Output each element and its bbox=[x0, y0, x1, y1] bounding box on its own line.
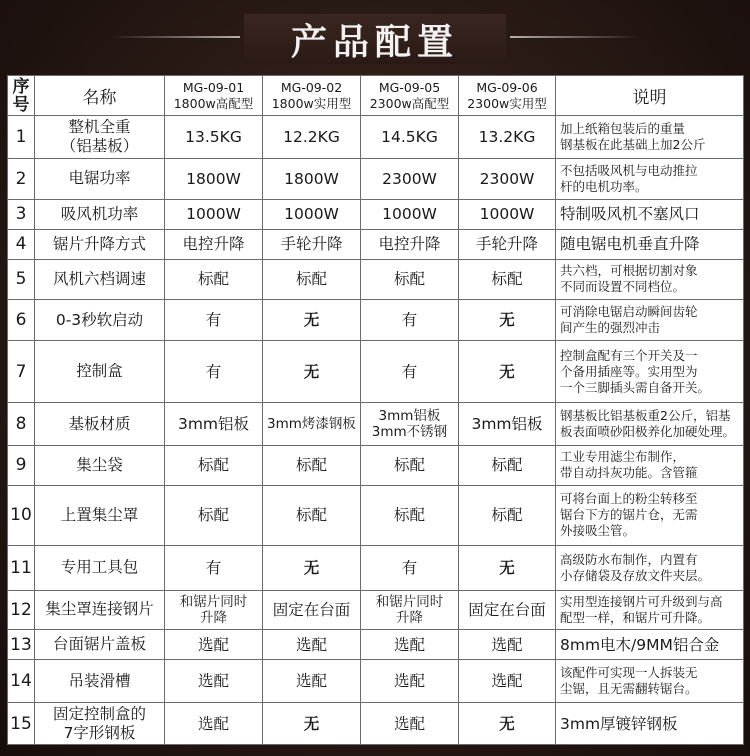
table-row bbox=[8, 660, 744, 703]
row-name-line: 0-3秒软启动 bbox=[55, 310, 144, 329]
row-index: 3 bbox=[8, 199, 35, 229]
cell-value: 13.2KG bbox=[459, 116, 556, 159]
row-index: 7 bbox=[8, 341, 35, 403]
cell-value: 1000W bbox=[165, 199, 263, 229]
row-note bbox=[556, 545, 744, 590]
cell-value: 1000W bbox=[361, 199, 459, 229]
cell-value: 选配 bbox=[459, 630, 556, 660]
row-name-line: 锯片升降方式 bbox=[52, 234, 146, 253]
row-index: 6 bbox=[8, 300, 35, 341]
cell-value: 固定在台面 bbox=[263, 590, 361, 630]
table-row bbox=[8, 545, 744, 590]
row-name-line: 专用工具包 bbox=[60, 558, 139, 577]
row-note-line: 工业专用滤尘布制作， bbox=[560, 449, 686, 465]
row-note bbox=[556, 660, 744, 703]
config-table bbox=[7, 75, 744, 745]
row-note bbox=[556, 403, 744, 446]
table-row bbox=[8, 116, 744, 159]
row-note-line: 不包括吸风机与电动推拉 bbox=[560, 162, 698, 178]
table-row bbox=[8, 259, 744, 300]
row-name bbox=[35, 703, 165, 745]
cell-value: 2300W bbox=[459, 158, 556, 199]
row-note bbox=[556, 485, 744, 545]
model-spec: 1800w高配型 bbox=[173, 95, 254, 111]
header-row bbox=[8, 76, 744, 116]
table-row bbox=[8, 703, 744, 745]
cell-value: 标配 bbox=[263, 259, 361, 300]
cell-value: 有 bbox=[361, 300, 459, 341]
row-name-line: 吊装滑槽 bbox=[68, 671, 131, 690]
cell-value: 电控升降 bbox=[165, 229, 263, 259]
row-note-line: 可将台面上的粉尘转移至 bbox=[560, 491, 698, 507]
row-note-line: 实用型连接钢片可升级到与高 bbox=[560, 593, 723, 609]
row-name bbox=[35, 259, 165, 300]
cell-value: 选配 bbox=[361, 630, 459, 660]
cell-value: 选配 bbox=[361, 703, 459, 745]
table-row bbox=[8, 300, 744, 341]
cell-value: 13.5KG bbox=[165, 116, 263, 159]
cell-value-line: 3mm不锈钢 bbox=[371, 424, 448, 441]
row-index: 5 bbox=[8, 259, 35, 300]
table-row bbox=[8, 403, 744, 446]
row-name-line: 控制盒 bbox=[76, 362, 123, 381]
row-name-line: 固定控制盒的 bbox=[52, 704, 146, 723]
row-note-line: 特制吸风机不塞风口 bbox=[560, 205, 700, 224]
cell-value: 手轮升降 bbox=[459, 229, 556, 259]
cell-value: 标配 bbox=[459, 259, 556, 300]
row-name-line: （铝基板） bbox=[60, 136, 139, 155]
row-name-line: 上置集尘罩 bbox=[60, 505, 139, 524]
row-note-line: 该配件可实现一人拆装无 bbox=[560, 665, 698, 681]
row-note-line: 钢基板比铝基板重2公斤，铝基 bbox=[560, 408, 731, 424]
cell-value: 手轮升降 bbox=[263, 229, 361, 259]
row-note bbox=[556, 199, 744, 229]
cell-value: 1000W bbox=[263, 199, 361, 229]
row-note bbox=[556, 259, 744, 300]
cell-value: 选配 bbox=[361, 660, 459, 703]
row-note-line: 个备用插座等。实用型为 bbox=[560, 363, 698, 379]
model-code: MG-09-01 bbox=[182, 79, 245, 95]
row-note-line: 8mm电木/9MM铝合金 bbox=[560, 635, 720, 654]
row-name-line: 集尘袋 bbox=[76, 455, 123, 474]
title-box bbox=[244, 14, 506, 64]
model-code: MG-09-05 bbox=[378, 79, 441, 95]
cell-value: 选配 bbox=[165, 660, 263, 703]
cell-value: 3mm烤漆钢板 bbox=[263, 403, 361, 446]
row-index: 11 bbox=[8, 545, 35, 590]
cell-value: 3mm铝板 bbox=[459, 403, 556, 446]
header-note: 说明 bbox=[556, 76, 744, 116]
header-model bbox=[263, 76, 361, 116]
row-name-line: 台面锯片盖板 bbox=[52, 635, 146, 654]
row-name bbox=[35, 485, 165, 545]
cell-value-line: 升降 bbox=[396, 609, 423, 626]
row-name-line: 集尘罩连接钢片 bbox=[45, 600, 154, 619]
row-note-line: 共六档，可根据切割对象 bbox=[560, 263, 698, 279]
row-name-line: 7字形钢板 bbox=[63, 723, 136, 742]
cell-value-line: 和锯片同时 bbox=[179, 593, 248, 610]
cell-value: 有 bbox=[361, 341, 459, 403]
table-row bbox=[8, 590, 744, 630]
table-row bbox=[8, 199, 744, 229]
cell-value: 有 bbox=[165, 545, 263, 590]
cell-value: 无 bbox=[263, 300, 361, 341]
row-note bbox=[556, 341, 744, 403]
cell-value: 2300W bbox=[361, 158, 459, 199]
row-name bbox=[35, 300, 165, 341]
row-note-line: 板表面喷砂阳极养化加硬处理。 bbox=[560, 424, 736, 440]
row-index: 4 bbox=[8, 229, 35, 259]
cell-value: 标配 bbox=[459, 446, 556, 486]
row-name bbox=[35, 660, 165, 703]
cell-value: 标配 bbox=[361, 446, 459, 486]
row-name bbox=[35, 199, 165, 229]
cell-value: 无 bbox=[263, 703, 361, 745]
row-name-line: 风机六档调速 bbox=[52, 269, 146, 288]
cell-value: 有 bbox=[165, 300, 263, 341]
cell-value: 14.5KG bbox=[361, 116, 459, 159]
row-name bbox=[35, 403, 165, 446]
table-row bbox=[8, 158, 744, 199]
row-name bbox=[35, 341, 165, 403]
cell-value: 电控升降 bbox=[361, 229, 459, 259]
cell-value bbox=[165, 590, 263, 630]
cell-value: 无 bbox=[459, 703, 556, 745]
cell-value: 标配 bbox=[263, 446, 361, 486]
row-note-line: 配型一样，和锯片可升降。 bbox=[560, 609, 711, 625]
cell-value: 选配 bbox=[263, 630, 361, 660]
row-note-line: 锯台下方的锯片仓，无需 bbox=[560, 507, 698, 523]
row-index: 10 bbox=[8, 485, 35, 545]
model-code: MG-09-02 bbox=[280, 79, 343, 95]
row-note-line: 高级防水布制作，内置有 bbox=[560, 551, 698, 567]
cell-value: 无 bbox=[263, 545, 361, 590]
row-name-line: 基板材质 bbox=[68, 414, 131, 433]
row-note-line: 加上纸箱包装后的重量 bbox=[560, 120, 686, 136]
table-row bbox=[8, 341, 744, 403]
cell-value: 标配 bbox=[459, 485, 556, 545]
cell-value bbox=[361, 590, 459, 630]
row-name bbox=[35, 229, 165, 259]
cell-value: 标配 bbox=[165, 446, 263, 486]
cell-value: 无 bbox=[459, 545, 556, 590]
row-note-line: 带自动抖灰功能。含管箍 bbox=[560, 465, 698, 481]
row-name-line: 吸风机功率 bbox=[60, 204, 139, 223]
cell-value: 选配 bbox=[263, 660, 361, 703]
row-note-line: 小存储袋及存放文件夹层。 bbox=[560, 567, 711, 583]
title-banner bbox=[0, 0, 750, 74]
header-index: 序号 bbox=[8, 76, 35, 116]
row-index: 14 bbox=[8, 660, 35, 703]
row-note bbox=[556, 630, 744, 660]
row-note-line: 钢基板在此基础上加2公斤 bbox=[560, 136, 706, 152]
cell-value: 无 bbox=[459, 300, 556, 341]
row-note-line: 随电锯电机垂直升降 bbox=[560, 235, 700, 254]
table-row bbox=[8, 446, 744, 486]
cell-value-line: 3mm铝板 bbox=[378, 408, 441, 425]
header-model bbox=[459, 76, 556, 116]
model-spec: 1800w实用型 bbox=[271, 95, 352, 111]
row-note bbox=[556, 446, 744, 486]
row-note bbox=[556, 158, 744, 199]
model-code: MG-09-06 bbox=[476, 79, 538, 95]
title-divider-left bbox=[110, 36, 240, 38]
row-note bbox=[556, 229, 744, 259]
row-index: 8 bbox=[8, 403, 35, 446]
cell-value: 无 bbox=[263, 341, 361, 403]
cell-value: 有 bbox=[165, 341, 263, 403]
header-name: 名称 bbox=[35, 76, 165, 116]
row-index: 15 bbox=[8, 703, 35, 745]
header-model bbox=[361, 76, 459, 116]
row-index: 2 bbox=[8, 158, 35, 199]
cell-value: 标配 bbox=[361, 485, 459, 545]
row-note-line: 间产生的强烈冲击 bbox=[560, 320, 661, 336]
cell-value: 固定在台面 bbox=[459, 590, 556, 630]
row-index: 9 bbox=[8, 446, 35, 486]
row-note-line: 外接吸尘管。 bbox=[560, 523, 636, 539]
page-title: 产品配置 bbox=[290, 21, 459, 63]
model-spec: 2300w实用型 bbox=[467, 95, 547, 111]
cell-value: 1800W bbox=[165, 158, 263, 199]
cell-value-line: 和锯片同时 bbox=[375, 593, 444, 610]
row-name-line: 电锯功率 bbox=[68, 169, 131, 188]
row-note-line: 控制盒配有三个开关及一 bbox=[560, 347, 698, 363]
row-note bbox=[556, 703, 744, 745]
row-index: 12 bbox=[8, 590, 35, 630]
cell-value: 3mm铝板 bbox=[165, 403, 263, 446]
cell-value: 1000W bbox=[459, 199, 556, 229]
row-name bbox=[35, 158, 165, 199]
cell-value: 标配 bbox=[165, 485, 263, 545]
table-row bbox=[8, 229, 744, 259]
row-note-line: 不同而设置不同档位。 bbox=[560, 279, 686, 295]
cell-value bbox=[361, 403, 459, 446]
cell-value: 标配 bbox=[263, 485, 361, 545]
row-name bbox=[35, 446, 165, 486]
row-note-line: 尘锯，且无需翻转锯台。 bbox=[560, 681, 698, 697]
row-note-line: 一个三脚插头需自备开关。 bbox=[560, 379, 711, 395]
row-name bbox=[35, 590, 165, 630]
cell-value: 1800W bbox=[263, 158, 361, 199]
model-spec: 2300w高配型 bbox=[369, 95, 450, 111]
row-index: 13 bbox=[8, 630, 35, 660]
cell-value: 标配 bbox=[361, 259, 459, 300]
cell-value: 标配 bbox=[165, 259, 263, 300]
cell-value: 有 bbox=[361, 545, 459, 590]
row-name bbox=[35, 545, 165, 590]
row-note bbox=[556, 300, 744, 341]
cell-value: 无 bbox=[459, 341, 556, 403]
row-name bbox=[35, 116, 165, 159]
title-divider-right bbox=[510, 36, 640, 38]
cell-value: 选配 bbox=[165, 630, 263, 660]
header-model bbox=[165, 76, 263, 116]
table-row bbox=[8, 630, 744, 660]
cell-value: 12.2KG bbox=[263, 116, 361, 159]
row-name-line: 整机全重 bbox=[68, 117, 131, 136]
row-index: 1 bbox=[8, 116, 35, 159]
table-row bbox=[8, 485, 744, 545]
row-note-line: 杆的电机功率。 bbox=[560, 178, 648, 194]
cell-value: 选配 bbox=[459, 660, 556, 703]
row-note bbox=[556, 590, 744, 630]
cell-value: 选配 bbox=[165, 703, 263, 745]
row-note bbox=[556, 116, 744, 159]
row-note-line: 3mm厚镀锌钢板 bbox=[560, 714, 678, 733]
cell-value-line: 升降 bbox=[200, 609, 227, 626]
row-name bbox=[35, 630, 165, 660]
row-note-line: 可消除电锯启动瞬间齿轮 bbox=[560, 304, 698, 320]
